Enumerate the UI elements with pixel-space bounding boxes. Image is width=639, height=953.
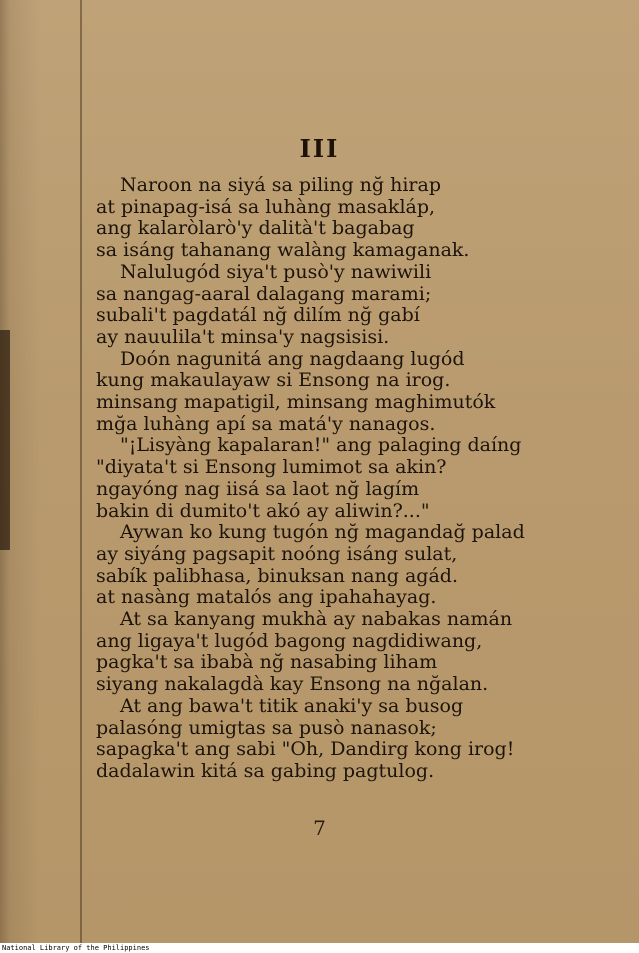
poem-line: Nalulugód siya't pusò'y nawiwili bbox=[120, 260, 432, 283]
binding-shadow bbox=[0, 330, 10, 550]
poem-line: Aywan ko kung tugón nğ magandağ palad bbox=[120, 521, 525, 544]
poem-line: at pinapag-isá sa luhàng masakláp, bbox=[96, 195, 436, 218]
poem-line: sa isáng tahanang walàng kamaganak. bbox=[96, 239, 470, 262]
poem-line: sabík palibhasa, binuksan nang agád. bbox=[96, 564, 459, 587]
poem-line: ngayóng nag iisá sa laot nğ lagím bbox=[96, 477, 420, 500]
poem-line: Doón nagunitá ang nagdaang lugód bbox=[120, 347, 465, 370]
poem-line: "¡Lisyàng kapalaran!" ang palaging daíng bbox=[120, 434, 522, 457]
poem-line: dadalawin kitá sa gabing pagtulog. bbox=[96, 759, 435, 782]
poem-line: ay nauulila't minsa'y nagsisisi. bbox=[96, 325, 390, 348]
poem-line: ay siyáng pagsapit noóng isáng sulat, bbox=[96, 542, 458, 565]
poem-line: At sa kanyang mukhà ay nabakas namán bbox=[120, 608, 513, 631]
poem-line: At ang bawa't titik anaki'y sa busog bbox=[120, 694, 464, 717]
poem-line: subali't pagdatál nğ dilím nğ gabí bbox=[96, 304, 420, 327]
poem-line: "diyata't si Ensong lumimot sa akin? bbox=[96, 456, 447, 479]
poem-line: minsang mapatigil, minsang maghimutók bbox=[96, 391, 496, 414]
poem-line: mğa luhàng apí sa matá'y nanagos. bbox=[96, 412, 436, 435]
library-credit: National Library of the Philippines bbox=[2, 944, 150, 952]
poem-line: palasóng umigtas sa pusò nanasok; bbox=[96, 716, 437, 739]
poem-line: kung makaulayaw si Ensong na irog. bbox=[96, 369, 451, 392]
poem-line: sapagka't ang sabi "Oh, Dandirg kong irog! bbox=[96, 738, 515, 761]
page-number: 7 bbox=[313, 816, 326, 840]
poem-line: Naroon na siyá sa piling nğ hirap bbox=[120, 174, 441, 196]
poem-line: ang ligaya't lugód bagong nagdidiwang, bbox=[96, 629, 483, 652]
poem-line: bakin di dumito't akó ay aliwin?..." bbox=[96, 499, 430, 522]
section-numeral: III bbox=[299, 134, 340, 163]
poem-line: at nasàng matalós ang ipahahayag. bbox=[96, 586, 437, 609]
poem-body bbox=[96, 175, 616, 783]
poem-line: sa nangag-aaral dalagang marami; bbox=[96, 282, 432, 305]
poem-line: siyang nakalagdà kay Ensong na nğalan. bbox=[96, 673, 489, 696]
poem-line: pagka't sa ibabà nğ nasabing liham bbox=[96, 651, 438, 674]
poem-line: ang kalaròlarò'y dalità't bagabag bbox=[96, 217, 415, 240]
